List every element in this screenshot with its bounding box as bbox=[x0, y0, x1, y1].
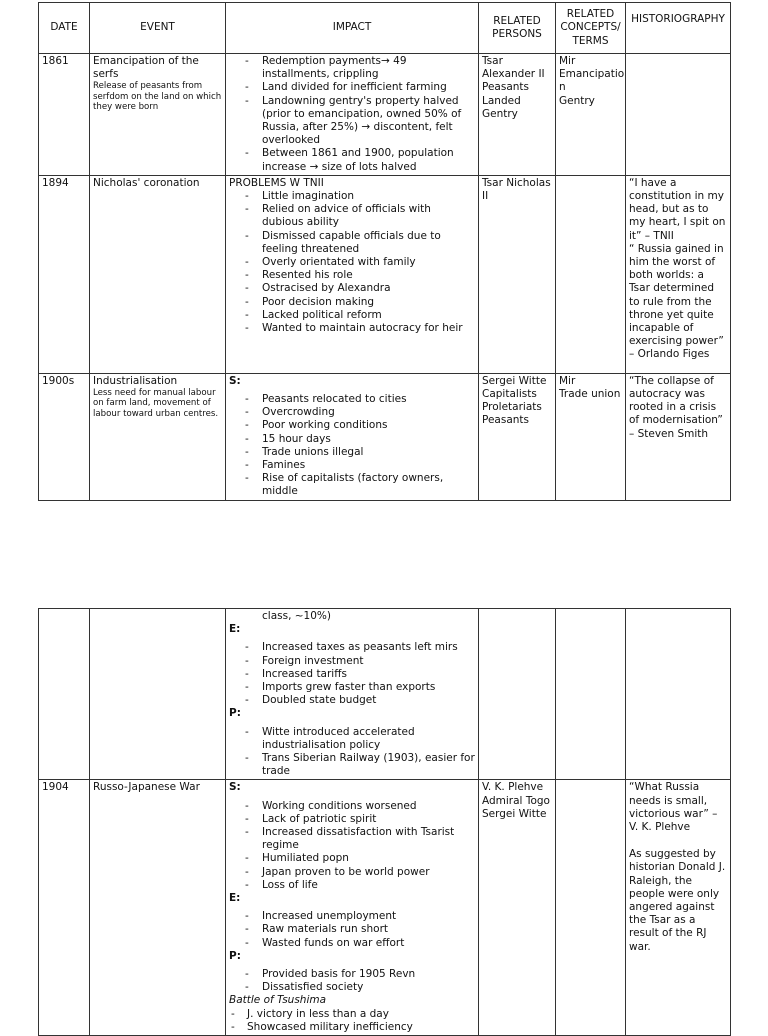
event-title: Industrialisation bbox=[93, 374, 178, 387]
person-name: Landed bbox=[482, 94, 521, 107]
list-item: - Little imagination bbox=[229, 190, 475, 203]
concepts-cell bbox=[556, 175, 626, 373]
quote: “The collapse of autocracy was rooted in a crisis of modernisation” – Steven Smith bbox=[629, 374, 723, 440]
impact-cell bbox=[226, 780, 479, 1036]
person-name: II bbox=[482, 190, 489, 203]
persons-cell bbox=[479, 609, 556, 780]
list-item: - Doubled state budget bbox=[229, 694, 475, 707]
list-item: - Working conditions worsened bbox=[229, 800, 475, 813]
persons-cell bbox=[479, 373, 556, 500]
persons-cell bbox=[479, 780, 556, 1036]
political-label: P: bbox=[229, 707, 241, 720]
list-item: - Increased unemployment bbox=[229, 910, 475, 923]
list-item: - Increased dissatisfaction with Tsarist regime bbox=[229, 826, 475, 852]
concepts-cell bbox=[556, 609, 626, 780]
date-cell: 1861 bbox=[39, 54, 90, 176]
historiography-cell bbox=[626, 780, 731, 1036]
impact-heading: PROBLEMS W TNII bbox=[229, 176, 324, 189]
header-event: EVENT bbox=[90, 3, 226, 54]
date-cell: 1894 bbox=[39, 175, 90, 373]
list-item: - Redemption payments→ 49 installments, crippling bbox=[229, 55, 475, 81]
event-cell bbox=[90, 780, 226, 1036]
list-item: - Between 1861 and 1900, population increase → size of lots halved bbox=[229, 147, 475, 173]
list-item: - Land divided for inefficient farming bbox=[229, 81, 475, 94]
concept-term: Gentry bbox=[559, 94, 595, 107]
list-item: - Lack of patriotic spirit bbox=[229, 813, 475, 826]
list-item: - Witte introduced accelerated industrialisation policy bbox=[229, 726, 475, 752]
event-cell bbox=[90, 373, 226, 500]
list-item: - Landowning gentry's property halved (prior to emancipation, owned 50% of Russia, after 25%) → discontent, felt overlooked bbox=[229, 95, 475, 148]
event-title: Russo-Japanese War bbox=[93, 781, 200, 794]
social-label: S: bbox=[229, 374, 241, 387]
table-row bbox=[39, 175, 731, 373]
list-item: - Loss of life bbox=[229, 879, 475, 892]
person-name: Tsar Nicholas bbox=[482, 176, 551, 189]
event-description: Less need for manual labour on farm land, movement of labour toward urban centres. bbox=[93, 388, 219, 419]
quote: “What Russia needs is small, victorious war” – V. K. Plehve bbox=[629, 781, 718, 834]
list-item: - Dissatisfied society bbox=[229, 981, 475, 994]
header-persons: RELATED PERSONS bbox=[479, 3, 556, 54]
concepts-cell bbox=[556, 54, 626, 176]
list-item: class, ~10%) bbox=[262, 610, 331, 622]
quote: “I have a constitution in my head, but as to my heart, I spit on it” – TNII bbox=[629, 176, 726, 242]
impact-cell bbox=[226, 175, 479, 373]
list-item: - Japan proven to be world power bbox=[229, 866, 475, 879]
concept-term: Mir bbox=[559, 55, 576, 67]
impact-cell bbox=[226, 54, 479, 176]
economic-label: E: bbox=[229, 623, 241, 636]
list-item: - Famines bbox=[229, 459, 475, 472]
person-name: Proletariats bbox=[482, 401, 542, 414]
list-item: - Provided basis for 1905 Revn bbox=[229, 968, 475, 981]
header-row bbox=[39, 3, 731, 54]
list-item: - Relied on advice of officials with dubious ability bbox=[229, 203, 475, 229]
list-item: - Humiliated popn bbox=[229, 852, 475, 865]
table-row bbox=[39, 780, 731, 1036]
header-date: DATE bbox=[39, 3, 90, 54]
history-table-page-2 bbox=[38, 608, 731, 1036]
list-item: - Ostracised by Alexandra bbox=[229, 282, 475, 295]
list-item: - Poor decision making bbox=[229, 296, 475, 309]
list-item: - Foreign investment bbox=[229, 655, 475, 668]
list-item: - Resented his role bbox=[229, 269, 475, 282]
list-item: - Poor working conditions bbox=[229, 419, 475, 432]
person-name: Tsar bbox=[482, 55, 503, 67]
list-item: - Trans Siberian Railway (1903), easier for trade bbox=[229, 752, 475, 778]
battle-heading: Battle of Tsushima bbox=[229, 994, 327, 1007]
concepts-cell bbox=[556, 373, 626, 500]
event-cell bbox=[90, 175, 226, 373]
table-row bbox=[39, 609, 731, 780]
quote: As suggested by historian Donald J. Raleigh, the people were only angered against the Tsar as a result of the RJ war. bbox=[629, 848, 726, 953]
concept-term: Mir bbox=[559, 374, 576, 387]
historiography-cell bbox=[626, 175, 731, 373]
table-row bbox=[39, 54, 731, 176]
impact-cell bbox=[226, 609, 479, 780]
date-cell bbox=[39, 609, 90, 780]
person-name: Peasants bbox=[482, 414, 529, 427]
date-cell: 1904 bbox=[39, 780, 90, 1036]
event-cell bbox=[90, 609, 226, 780]
event-cell bbox=[90, 54, 226, 176]
person-name: Capitalists bbox=[482, 388, 537, 401]
persons-cell bbox=[479, 54, 556, 176]
concept-term: Trade union bbox=[559, 388, 621, 401]
persons-cell bbox=[479, 175, 556, 373]
person-name: Peasants bbox=[482, 81, 529, 94]
person-name: Sergei Witte bbox=[482, 374, 547, 387]
concepts-cell bbox=[556, 780, 626, 1036]
table-row bbox=[39, 373, 731, 500]
list-item: - Raw materials run short bbox=[229, 923, 475, 936]
list-item: - Wanted to maintain autocracy for heir bbox=[229, 322, 475, 335]
concept-term: n bbox=[559, 81, 566, 94]
person-name: V. K. Plehve bbox=[482, 781, 544, 794]
list-item: - 15 hour days bbox=[229, 433, 475, 446]
quote: “ Russia gained in him the worst of both worlds: a Tsar determined to rule from the throne yet quite incapable of exercising power” – Orlando Figes bbox=[629, 242, 724, 361]
list-item: - Increased taxes as peasants left mirs bbox=[229, 641, 475, 654]
person-name: Admiral Togo bbox=[482, 794, 550, 807]
header-historiography: HISTORIOGRAPHY bbox=[626, 3, 731, 54]
list-item: - Wasted funds on war effort bbox=[229, 937, 475, 950]
person-name: Gentry bbox=[482, 107, 518, 120]
list-item: - J. victory in less than a day bbox=[229, 1008, 475, 1021]
political-label: P: bbox=[229, 949, 241, 962]
list-item: - Increased tariffs bbox=[229, 668, 475, 681]
list-item: - Dismissed capable officials due to feeling threatened bbox=[229, 230, 475, 256]
economic-label: E: bbox=[229, 892, 241, 905]
header-concepts: RELATED CONCEPTS/ TERMS bbox=[556, 3, 626, 54]
historiography-cell bbox=[626, 609, 731, 780]
header-impact: IMPACT bbox=[226, 3, 479, 54]
list-item: - Overly orientated with family bbox=[229, 256, 475, 269]
event-title: Nicholas' coronation bbox=[93, 176, 200, 189]
person-name: Alexander II bbox=[482, 68, 545, 81]
list-item: - Lacked political reform bbox=[229, 309, 475, 322]
date-cell: 1900s bbox=[39, 373, 90, 500]
concept-term: Emancipatio bbox=[559, 68, 625, 81]
list-item: - Rise of capitalists (factory owners, middle bbox=[229, 472, 475, 498]
list-item: - Overcrowding bbox=[229, 406, 475, 419]
historiography-cell bbox=[626, 373, 731, 500]
event-title: Emancipation of the serfs bbox=[93, 55, 199, 81]
historiography-cell bbox=[626, 54, 731, 176]
list-item: - Showcased military inefficiency bbox=[229, 1021, 475, 1034]
person-name: Sergei Witte bbox=[482, 807, 547, 820]
impact-cell bbox=[226, 373, 479, 500]
list-item: - Imports grew faster than exports bbox=[229, 681, 475, 694]
list-item: - Peasants relocated to cities bbox=[229, 393, 475, 406]
event-description: Release of peasants from serfdom on the land on which they were born bbox=[93, 81, 222, 113]
history-table-page-1 bbox=[38, 2, 731, 501]
social-label: S: bbox=[229, 781, 241, 794]
list-item: - Trade unions illegal bbox=[229, 446, 475, 459]
